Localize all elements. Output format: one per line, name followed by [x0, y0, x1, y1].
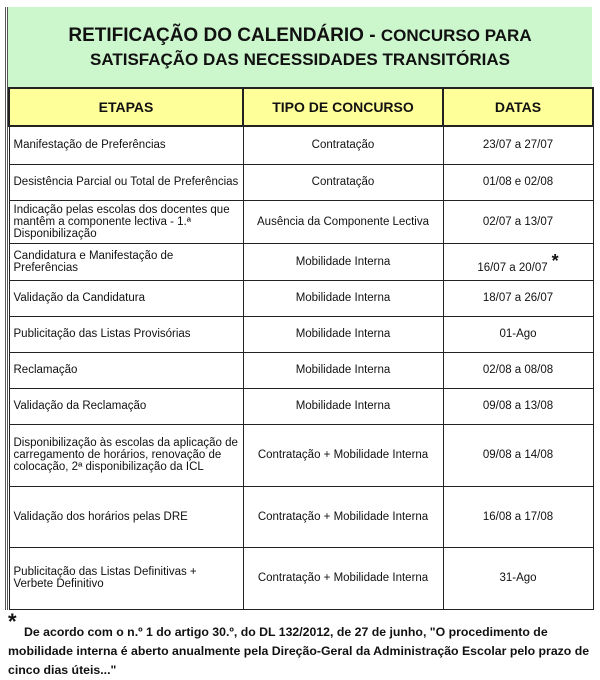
cell-tipo-text: Mobilidade Interna: [295, 328, 391, 340]
cell-etapa-text: Reclamação: [13, 364, 78, 376]
title-line1b: CONCURSO PARA: [380, 25, 532, 45]
cell-tipo: [243, 200, 443, 243]
cell-etapa: [9, 280, 243, 316]
cell-tipo: [243, 243, 443, 280]
cell-datas: [443, 547, 593, 609]
cell-datas-text: 09/08 a 13/08: [482, 400, 554, 412]
cell-datas: [443, 352, 593, 388]
cell-etapa: [9, 200, 243, 243]
cell-datas-text: 01-Ago: [499, 328, 537, 340]
cell-datas-text: 16/08 a 17/08: [482, 510, 554, 523]
cell-datas: [443, 280, 593, 316]
header-datas: DATAS: [443, 88, 593, 126]
title-line2: SATISFAÇÃO DAS NECESSIDADES TRANSITÓRIAS: [89, 49, 510, 69]
cell-datas-text: 02/08 a 08/08: [482, 364, 554, 376]
cell-tipo-text: Mobilidade Interna: [295, 292, 391, 304]
cell-datas-text: 16/07 a 20/07: [477, 262, 548, 274]
cell-etapa: [9, 424, 243, 486]
cell-datas: [443, 316, 593, 352]
cell-etapa: [9, 164, 243, 200]
cell-etapa-text: Publicitação das Listas Definitivas + Verbete Definitivo: [13, 566, 197, 590]
cell-etapa-text: Publicitação das Listas Provisórias: [13, 328, 191, 340]
calendar-document: [5, 7, 592, 610]
cell-tipo-text: Ausência da Componente Lectiva: [257, 215, 429, 228]
cell-etapa-text: Desistência Parcial ou Total de Preferências: [13, 176, 239, 188]
cell-etapa: [9, 352, 243, 388]
cell-datas-text: 01/08 e 02/08: [482, 176, 554, 188]
cell-tipo: [243, 424, 443, 486]
cell-tipo-text: Contratação + Mobilidade Interna: [257, 510, 429, 523]
table-row: [9, 316, 593, 352]
table-row: [9, 126, 593, 164]
cell-tipo: [243, 352, 443, 388]
cell-tipo-text: Contratação + Mobilidade Interna: [257, 572, 429, 584]
cell-tipo: [243, 388, 443, 424]
cell-tipo: [243, 126, 443, 164]
cell-datas: [443, 164, 593, 200]
table-row: [9, 352, 593, 388]
cell-datas-text: 23/07 a 27/07: [482, 139, 554, 152]
asterisk-mark: *: [551, 251, 559, 271]
footnote-asterisk: *: [8, 609, 17, 634]
cell-datas: [443, 424, 593, 486]
cell-tipo-text: Mobilidade Interna: [295, 364, 391, 376]
table-row: [9, 547, 593, 609]
table-row: [9, 164, 593, 200]
footnote-text: De acordo com o n.º 1 do artigo 30.º, do DL 132/2012, de 27 de junho, "O procedimento de mobilidade interna é aberto anualmente pela Direção-Geral da Administração Escolar pelo prazo de cinco dias úteis...": [8, 625, 590, 677]
cell-etapa: [9, 388, 243, 424]
cell-datas: [443, 486, 593, 547]
cell-tipo-text: Mobilidade Interna: [295, 255, 391, 268]
cell-etapa-text: Disponibilização às escolas da aplicação de carregamento de horários, renovação de colocação, 2ª disponibilização da ICL: [13, 437, 238, 473]
cell-datas: [443, 126, 593, 164]
cell-tipo-text: Contratação: [311, 176, 375, 188]
cell-datas-text: 18/07 a 26/07: [482, 292, 554, 304]
title-line1a: RETIFICAÇÃO DO CALENDÁRIO -: [68, 24, 376, 46]
cell-tipo: [243, 316, 443, 352]
cell-datas-text: 09/08 a 14/08: [482, 449, 554, 461]
table-row: [9, 200, 593, 243]
document-title: [8, 7, 592, 87]
cell-tipo-text: Mobilidade Interna: [295, 400, 391, 412]
cell-etapa: [9, 126, 243, 164]
cell-etapa: [9, 243, 243, 280]
cell-etapa-text: Candidatura e Manifestação de Preferências: [13, 249, 174, 274]
cell-etapa-text: Manifestação de Preferências: [13, 139, 166, 152]
header-tipo: TIPO DE CONCURSO: [243, 88, 443, 126]
calendar-table: [8, 87, 594, 610]
table-row: [9, 424, 593, 486]
cell-tipo: [243, 280, 443, 316]
cell-etapa-text: Indicação pelas escolas dos docentes que mantêm a componente lectiva - 1.ª Disponibilização: [13, 203, 230, 240]
cell-tipo: [243, 547, 443, 609]
cell-etapa-text: Validação da Candidatura: [13, 292, 145, 304]
footnote: [8, 609, 593, 680]
cell-datas-text: 02/07 a 13/07: [482, 215, 554, 228]
cell-tipo-text: Contratação + Mobilidade Interna: [257, 449, 429, 461]
cell-etapa-text: Validação dos horários pelas DRE: [13, 510, 188, 523]
cell-datas-text: 31-Ago: [499, 572, 537, 584]
cell-tipo-text: Contratação: [311, 139, 375, 152]
cell-datas: [443, 200, 593, 243]
cell-tipo: [243, 486, 443, 547]
cell-tipo: [243, 164, 443, 200]
table-row: [9, 486, 593, 547]
cell-datas: [443, 243, 593, 280]
cell-etapa: [9, 316, 243, 352]
cell-etapa: [9, 486, 243, 547]
cell-datas: [443, 388, 593, 424]
cell-etapa: [9, 547, 243, 609]
header-etapas: ETAPAS: [9, 88, 243, 126]
table-row: [9, 243, 593, 280]
table-row: [9, 280, 593, 316]
cell-etapa-text: Validação da Reclamação: [13, 400, 147, 412]
table-row: [9, 388, 593, 424]
